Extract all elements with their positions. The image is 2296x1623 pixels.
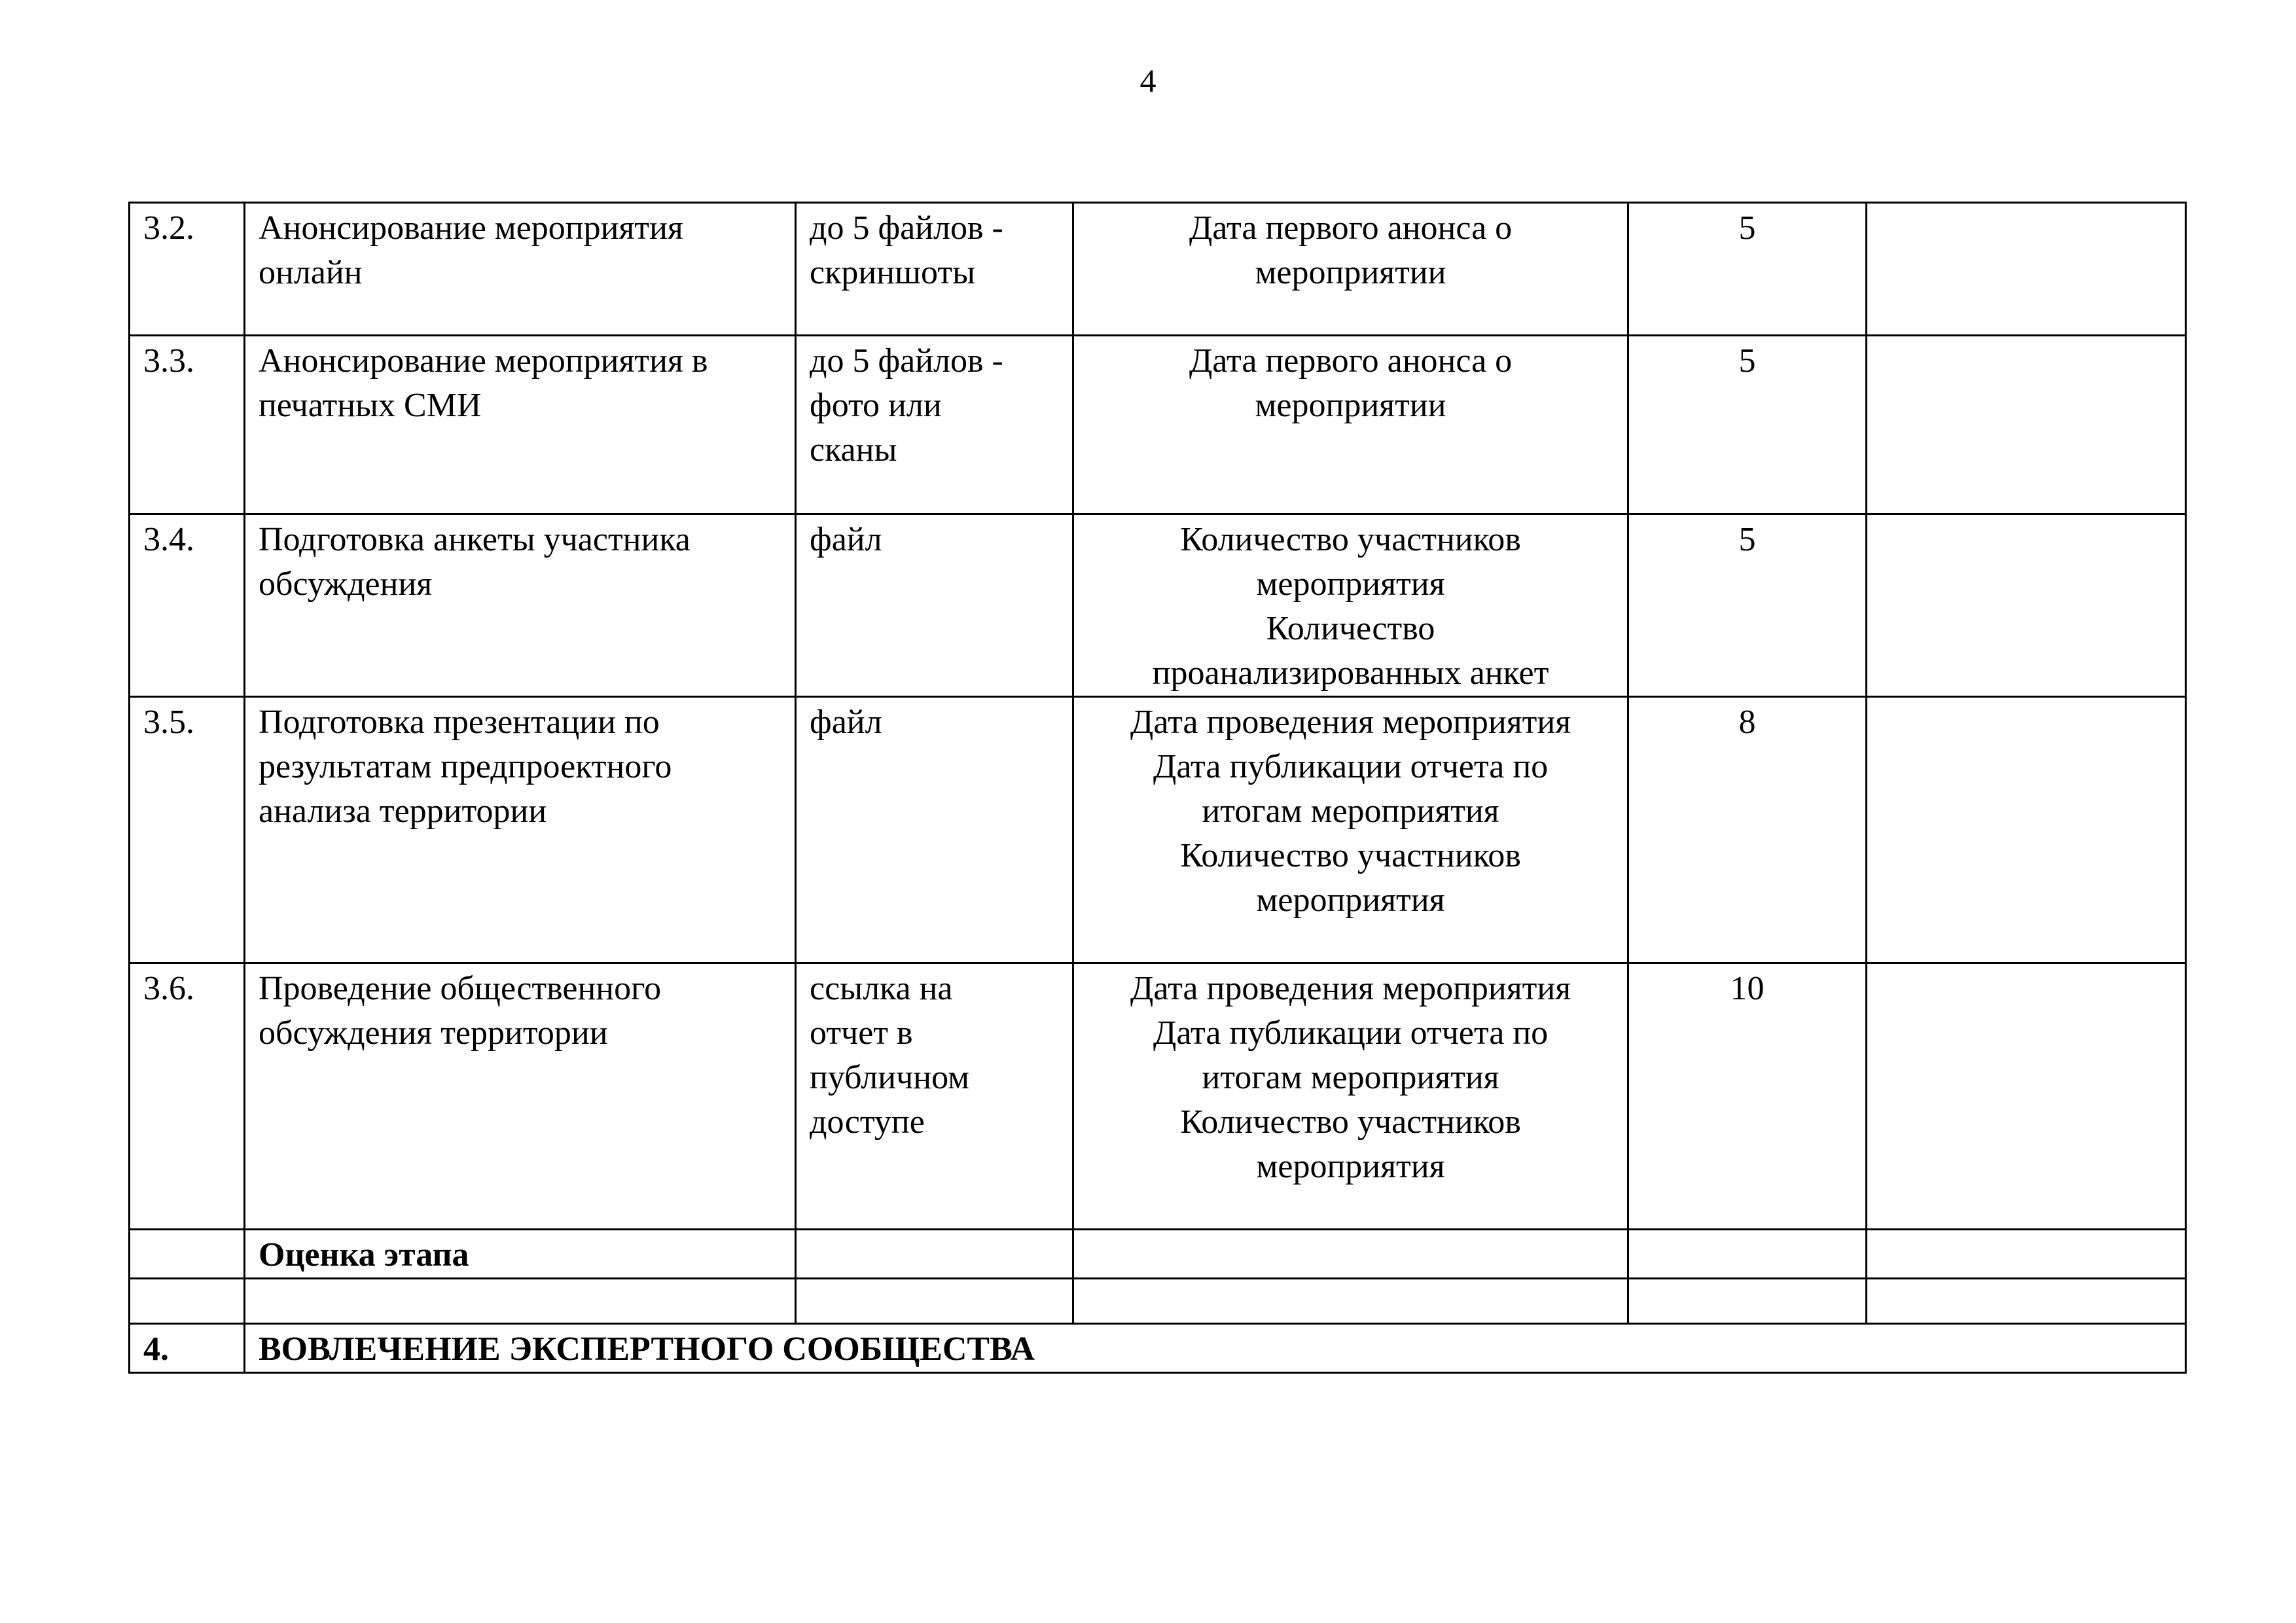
text-line: до 5 файлов - xyxy=(810,342,1003,380)
row-empty-cell xyxy=(796,1279,1073,1324)
text-line: Количество участников xyxy=(1180,521,1521,558)
row-number: 3.3. xyxy=(130,336,245,514)
row-name xyxy=(245,697,796,963)
row-empty-cell xyxy=(1867,697,2186,963)
row-criteria xyxy=(1073,203,1628,336)
text-line: итогам мероприятия xyxy=(1202,793,1499,830)
row-name xyxy=(245,514,796,697)
text-line: мероприятии xyxy=(1255,387,1446,424)
text-line: до 5 файлов - xyxy=(810,209,1003,247)
section-number: 4. xyxy=(130,1324,245,1373)
table-row xyxy=(130,963,2186,1230)
text-line: Дата проведения мероприятия xyxy=(1130,704,1571,741)
text-line: фото или xyxy=(810,387,942,424)
row-criteria xyxy=(1073,336,1628,514)
text-line: мероприятия xyxy=(1256,1148,1445,1185)
row-empty-cell xyxy=(796,1230,1073,1279)
row-number: 3.6. xyxy=(130,963,245,1230)
stage-score-label: Оценка этапа xyxy=(245,1230,796,1279)
row-empty-cell xyxy=(1867,336,2186,514)
text-line: обсуждения xyxy=(259,565,433,603)
row-score: 5 xyxy=(1628,203,1867,336)
row-format xyxy=(796,203,1073,336)
text-line: Проведение общественного xyxy=(259,970,662,1007)
row-empty-cell xyxy=(130,1230,245,1279)
text-line: результатам предпроектного xyxy=(259,748,672,785)
text-line: Анонсирование мероприятия xyxy=(259,209,683,247)
table-row xyxy=(130,514,2186,697)
text-line: Дата проведения мероприятия xyxy=(1130,970,1571,1007)
text-line: публичном xyxy=(810,1059,969,1096)
text-line: мероприятия xyxy=(1256,882,1445,919)
table-row xyxy=(130,336,2186,514)
row-number: 3.4. xyxy=(130,514,245,697)
row-empty-cell xyxy=(1073,1279,1628,1324)
row-score: 10 xyxy=(1628,963,1867,1230)
row-name xyxy=(245,963,796,1230)
row-criteria xyxy=(1073,514,1628,697)
row-criteria xyxy=(1073,697,1628,963)
text-line: Дата публикации отчета по xyxy=(1153,748,1549,785)
row-empty-cell xyxy=(1867,963,2186,1230)
row-format xyxy=(796,963,1073,1230)
row-empty-cell xyxy=(1628,1279,1867,1324)
row-format xyxy=(796,697,1073,963)
text-line: Анонсирование мероприятия в xyxy=(259,342,708,380)
criteria-table xyxy=(128,202,2187,1374)
text-line: Количество участников xyxy=(1180,837,1521,874)
table-row xyxy=(130,203,2186,336)
text-line: Дата публикации отчета по xyxy=(1153,1014,1549,1052)
row-number: 3.2. xyxy=(130,203,245,336)
text-line: печатных СМИ xyxy=(259,387,482,424)
row-empty-cell xyxy=(130,1279,245,1324)
row-empty-cell xyxy=(1628,1230,1867,1279)
row-empty-cell xyxy=(1867,1279,2186,1324)
section-title: ВОВЛЕЧЕНИЕ ЭКСПЕРТНОГО СООБЩЕСТВА xyxy=(245,1324,2186,1373)
empty-row xyxy=(130,1279,2186,1324)
text-line: онлайн xyxy=(259,254,363,291)
row-name xyxy=(245,203,796,336)
page-number: 4 xyxy=(1139,62,1157,99)
text-line: Дата первого анонса о xyxy=(1189,209,1513,247)
row-empty-cell xyxy=(1867,514,2186,697)
text-line: итогам мероприятия xyxy=(1202,1059,1499,1096)
text-line: сканы xyxy=(810,431,897,469)
text-line: отчет в xyxy=(810,1014,913,1052)
row-empty-cell xyxy=(1867,203,2186,336)
row-criteria xyxy=(1073,963,1628,1230)
row-empty-cell xyxy=(1073,1230,1628,1279)
row-format xyxy=(796,336,1073,514)
row-score: 5 xyxy=(1628,514,1867,697)
section-row xyxy=(130,1324,2186,1373)
row-number: 3.5. xyxy=(130,697,245,963)
text-line: Подготовка презентации по xyxy=(259,704,660,741)
text-line: мероприятии xyxy=(1255,254,1446,291)
text-line: проанализированных анкет xyxy=(1152,654,1549,692)
text-line: Количество участников xyxy=(1180,1103,1521,1141)
stage-score-row xyxy=(130,1230,2186,1279)
text-line: обсуждения территории xyxy=(259,1014,608,1052)
text-line: Количество xyxy=(1266,610,1435,647)
text-line: файл xyxy=(810,521,882,558)
row-score: 8 xyxy=(1628,697,1867,963)
row-empty-cell xyxy=(1867,1230,2186,1279)
table-row xyxy=(130,697,2186,963)
text-line: анализа территории xyxy=(259,793,547,830)
text-line: скриншоты xyxy=(810,254,976,291)
row-score: 5 xyxy=(1628,336,1867,514)
text-line: мероприятия xyxy=(1256,565,1445,603)
text-line: файл xyxy=(810,704,882,741)
text-line: доступе xyxy=(810,1103,925,1141)
text-line: ссылка на xyxy=(810,970,953,1007)
row-name xyxy=(245,336,796,514)
text-line: Дата первого анонса о xyxy=(1189,342,1513,380)
text-line: Подготовка анкеты участника xyxy=(259,521,691,558)
row-empty-cell xyxy=(245,1279,796,1324)
row-format xyxy=(796,514,1073,697)
